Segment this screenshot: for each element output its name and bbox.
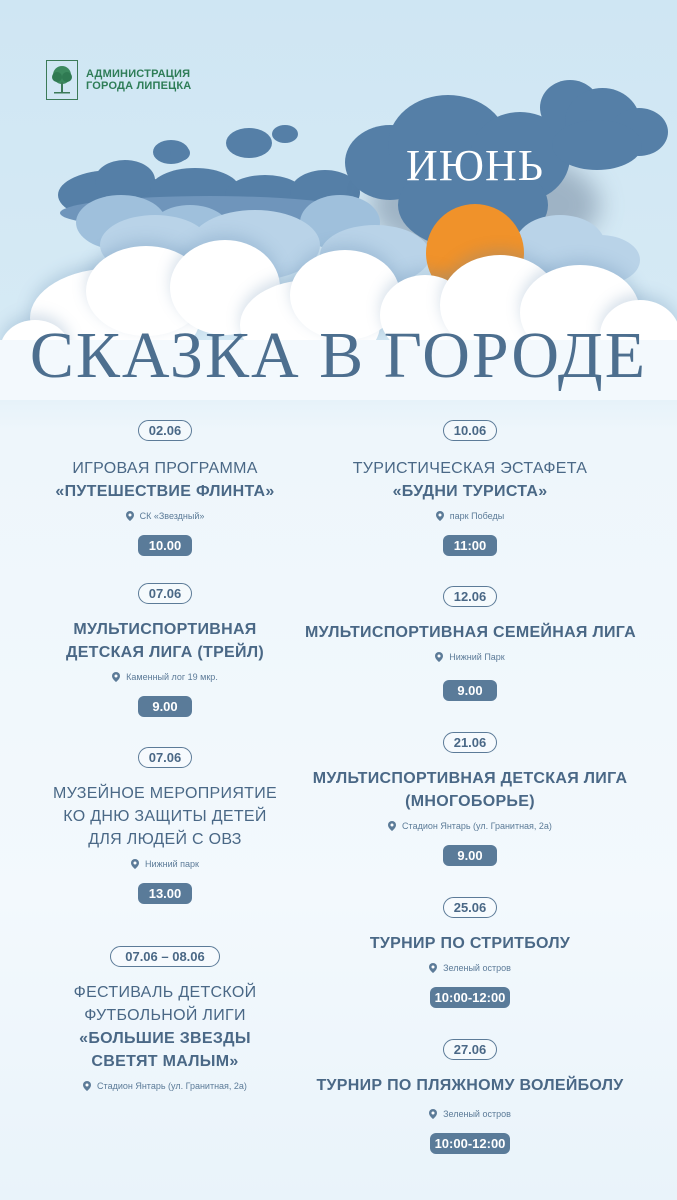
event-time: 13.00 [138, 883, 192, 904]
location-pin-icon [429, 1109, 437, 1119]
event-date: 07.06 [138, 747, 193, 768]
page-title: СКАЗКА В ГОРОДЕ [29, 319, 648, 392]
event-time: 10:00-12:00 [430, 1133, 510, 1154]
event-time: 11:00 [443, 535, 497, 556]
event-card [305, 586, 635, 701]
event-date: 27.06 [443, 1039, 498, 1060]
event-title-line: ТУРИСТИЧЕСКАЯ ЭСТАФЕТА [352, 460, 588, 477]
event-title-line: МУЛЬТИСПОРТИВНАЯ [73, 621, 257, 638]
event-card [0, 420, 330, 556]
event-card [0, 747, 330, 904]
location-pin-icon [435, 652, 443, 662]
event-time: 9.00 [443, 845, 497, 866]
event-time: 10:00-12:00 [430, 987, 510, 1008]
event-location: СК «Звездный» [139, 511, 205, 521]
location-pin-icon [436, 511, 444, 521]
event-location: Зеленый остров [443, 963, 511, 973]
event-title-line: ФЕСТИВАЛЬ ДЕТСКОЙ [73, 984, 257, 1001]
event-date: 10.06 [443, 420, 498, 441]
event-title-line: «БОЛЬШИЕ ЗВЕЗДЫ [79, 1030, 251, 1047]
event-date: 07.06 – 08.06 [110, 946, 220, 967]
event-time: 10.00 [138, 535, 192, 556]
event-title-line: «БУДНИ ТУРИСТА» [392, 483, 548, 500]
event-title-line: ДЕТСКАЯ ЛИГА (ТРЕЙЛ) [66, 644, 264, 661]
event-date: 02.06 [138, 420, 193, 441]
location-pin-icon [429, 963, 437, 973]
event-card [305, 420, 635, 556]
event-location: Нижний парк [145, 859, 199, 869]
event-title-line: ТУРНИР ПО ПЛЯЖНОМУ ВОЛЕЙБОЛУ [316, 1077, 624, 1094]
event-card [305, 1039, 635, 1154]
event-location: Нижний Парк [449, 652, 505, 662]
event-date: 25.06 [443, 897, 498, 918]
event-title-line: МУЗЕЙНОЕ МЕРОПРИЯТИЕ [52, 785, 278, 802]
event-time: 9.00 [443, 680, 497, 701]
event-title-line: (МНОГОБОРЬЕ) [405, 793, 535, 810]
event-title-line: МУЛЬТИСПОРТИВНАЯ ДЕТСКАЯ ЛИГА [312, 770, 628, 787]
event-card [305, 897, 635, 1008]
org-logo [46, 60, 191, 100]
org-name-line2: ГОРОДА ЛИПЕЦКА [86, 80, 192, 92]
event-title-line: КО ДНЮ ЗАЩИТЫ ДЕТЕЙ [63, 808, 267, 825]
location-pin-icon [388, 821, 396, 831]
location-pin-icon [126, 511, 134, 521]
location-pin-icon [112, 672, 120, 682]
event-title-line: ИГРОВАЯ ПРОГРАММА [72, 460, 258, 477]
event-title-line: «ПУТЕШЕСТВИЕ ФЛИНТА» [55, 483, 275, 500]
event-location: парк Победы [449, 511, 505, 521]
event-date: 21.06 [443, 732, 498, 753]
month-label: ИЮНЬ [405, 141, 545, 190]
event-date: 12.06 [443, 586, 498, 607]
location-pin-icon [131, 859, 139, 869]
event-date: 07.06 [138, 583, 193, 604]
event-time: 9.00 [138, 696, 192, 717]
event-location: Каменный лог 19 мкр. [126, 672, 218, 682]
event-location: Стадион Янтарь (ул. Гранитная, 2а) [402, 821, 552, 831]
event-card [0, 946, 330, 1091]
event-title-line: ДЛЯ ЛЮДЕЙ С ОВЗ [88, 831, 242, 848]
event-title-line: СВЕТЯТ МАЛЫМ» [91, 1053, 239, 1070]
event-title-line: ФУТБОЛЬНОЙ ЛИГИ [84, 1007, 246, 1024]
tree-emblem-icon [46, 60, 78, 100]
event-location: Стадион Янтарь (ул. Гранитная, 2а) [97, 1081, 247, 1091]
event-card [0, 583, 330, 717]
org-name-line1: АДМИНИСТРАЦИЯ [86, 68, 191, 80]
event-location: Зеленый остров [443, 1109, 511, 1119]
event-title-line: МУЛЬТИСПОРТИВНАЯ СЕМЕЙНАЯ ЛИГА [305, 624, 637, 641]
event-title-line: ТУРНИР ПО СТРИТБОЛУ [369, 935, 571, 952]
event-card [305, 732, 635, 866]
location-pin-icon [83, 1081, 91, 1091]
